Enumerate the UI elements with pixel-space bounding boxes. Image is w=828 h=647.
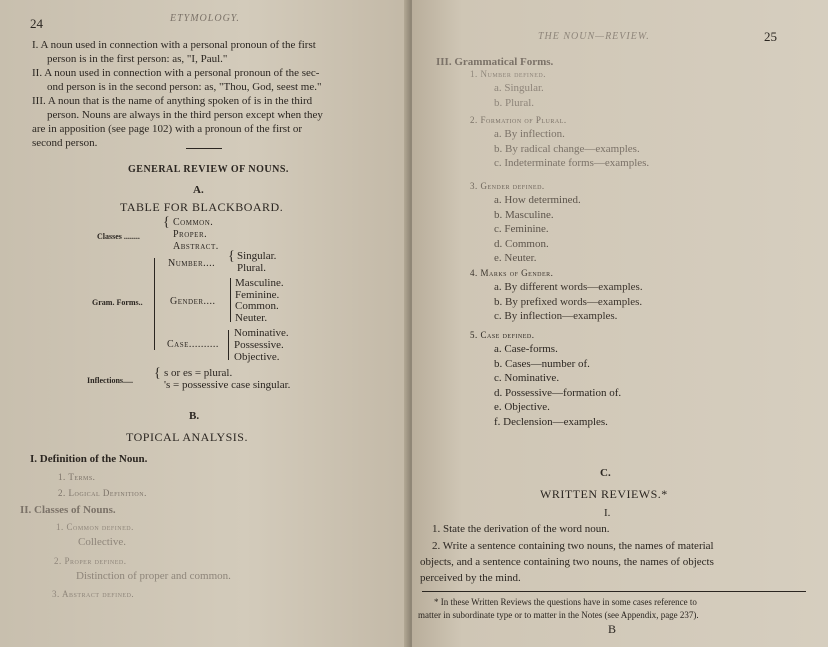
page-number-left: 24 — [30, 16, 43, 31]
form-group-item: b. Masculine. — [494, 208, 554, 221]
footnote-line: * In these Written Reviews the questions have in some cases reference to — [434, 597, 697, 607]
form-group-item: a. By inflection. — [494, 128, 565, 140]
case-item: Nominative. — [234, 327, 289, 339]
form-group-item: e. Neuter. — [494, 252, 537, 264]
number-item: Plural. — [237, 262, 267, 274]
exercise-line: 2. Write a sentence containing two nouns, the names of material — [432, 540, 714, 552]
intro-line: ond person is in the second person: as, "Thou, God, seest me." — [47, 81, 322, 93]
running-head-right: THE NOUN—REVIEW. — [538, 31, 650, 42]
form-group-item: d. Possessive—formation of. — [494, 386, 622, 399]
form-group-title: 3. Gender defined. — [470, 181, 545, 191]
topic-item: 2. Logical Definition. — [58, 488, 147, 498]
footnote-line: matter in subordinate type or to matter in the Notes (see Appendix, page 237). — [418, 610, 699, 620]
review-heading: GENERAL REVIEW OF NOUNS. — [128, 164, 289, 175]
intro-line: person is in the first person: as, "I, Paul." — [47, 53, 228, 65]
right-page — [412, 0, 828, 647]
form-group-title: 5. Case defined. — [470, 330, 535, 340]
form-group-title: 1. Number defined. — [470, 69, 547, 79]
gender-item: Masculine. — [235, 277, 284, 289]
number-label: Number.... — [168, 258, 216, 269]
form-group-item: a. How determined. — [494, 194, 581, 206]
roman-one: I. — [604, 507, 611, 519]
running-head-left: ETYMOLOGY. — [170, 13, 240, 24]
gender-label: Gender.... — [170, 296, 216, 307]
form-group-item: b. By prefixed words—examples. — [494, 295, 643, 308]
brace-line — [228, 330, 229, 360]
form-group-item: c. Feminine. — [494, 223, 549, 235]
topic-heading-1: I. Definition of the Noun. — [30, 453, 148, 465]
intro-line: are in apposition (see page 102) with a pronoun of the first or — [32, 123, 303, 135]
case-item: Possessive. — [234, 339, 284, 351]
intro-line: person. Nouns are always in the third person except when they — [47, 109, 323, 121]
form-group-item: c. Indeterminate forms—examples. — [494, 157, 650, 169]
class-item: Common. — [173, 217, 214, 228]
intro-line: III. A noun that is the name of anything spoken of is in the third — [32, 95, 313, 107]
exercise-line: objects, and a sentence containing two nouns, the names of objects — [420, 556, 714, 568]
intro-line: II. A noun used in connection with a personal pronoun of the sec- — [32, 67, 320, 79]
topic-item: Distinction of proper and common. — [76, 570, 231, 582]
inflection-item: 's = possessive case singular. — [164, 379, 291, 391]
form-group-item: d. Common. — [494, 237, 549, 250]
brace: { — [163, 215, 170, 230]
topical-title: TOPICAL ANALYSIS. — [126, 430, 248, 444]
brace: { — [154, 366, 161, 381]
section-a-label: A. — [193, 184, 204, 196]
exercise-line: 1. State the derivation of the word noun. — [432, 523, 610, 535]
class-item: Proper. — [173, 229, 208, 240]
inflections-label: Inflections..... — [87, 376, 133, 385]
left-page — [0, 0, 410, 647]
table-title: TABLE FOR BLACKBOARD. — [120, 200, 284, 214]
topic-item: 3. Abstract defined. — [52, 589, 135, 599]
gram-forms-label: Gram. Forms.. — [92, 298, 143, 307]
brace: { — [228, 249, 235, 264]
section-b-label: B. — [189, 410, 200, 422]
form-group-item: c. Nominative. — [494, 372, 560, 384]
topic-item: 1. Common defined. — [56, 522, 134, 532]
intro-line: I. A noun used in connection with a personal pronoun of the first — [32, 39, 316, 51]
form-group-title: 2. Formation of Plural. — [470, 115, 567, 125]
brace-line — [154, 258, 155, 350]
brace-line — [230, 278, 231, 322]
exercise-line: perceived by the mind. — [420, 572, 521, 584]
section-c-label: C. — [600, 467, 611, 479]
intro-line: second person. — [32, 137, 98, 149]
form-group-item: a. Case-forms. — [494, 343, 558, 355]
topic-heading-2: II. Classes of Nouns. — [20, 504, 116, 516]
case-item: Objective. — [234, 351, 280, 363]
form-group-item: b. By radical change—examples. — [494, 142, 640, 155]
form-group-item: e. Objective. — [494, 401, 550, 413]
topic-item: Collective. — [78, 536, 126, 548]
topic-item: 2. Proper defined. — [54, 556, 127, 566]
footnote-rule — [422, 591, 806, 592]
gender-item: Common. — [235, 300, 279, 312]
written-reviews-title: WRITTEN REVIEWS.* — [540, 487, 668, 501]
case-label: Case.......... — [167, 339, 219, 350]
class-item: Abstract. — [173, 241, 219, 252]
heading-grammatical-forms: III. Grammatical Forms. — [436, 56, 554, 68]
gender-item: Neuter. — [235, 312, 268, 324]
form-group-item: c. By inflection—examples. — [494, 310, 618, 322]
gender-item: Feminine. — [235, 289, 280, 301]
divider-rule — [186, 148, 222, 149]
topic-item: 1. Terms. — [58, 472, 96, 482]
form-group-item: b. Cases—number of. — [494, 357, 590, 370]
form-group-item: b. Plural. — [494, 96, 535, 109]
classes-label: Classes ........ — [97, 232, 140, 241]
form-group-item: f. Declension—examples. — [494, 415, 608, 428]
page-number-right: 25 — [764, 29, 777, 44]
form-group-item: a. By different words—examples. — [494, 281, 643, 293]
form-group-item: a. Singular. — [494, 82, 544, 94]
number-item: Singular. — [237, 250, 277, 262]
form-group-title: 4. Marks of Gender. — [470, 268, 554, 278]
inflection-item: s or es = plural. — [164, 367, 233, 379]
signature-mark: B — [608, 622, 617, 636]
